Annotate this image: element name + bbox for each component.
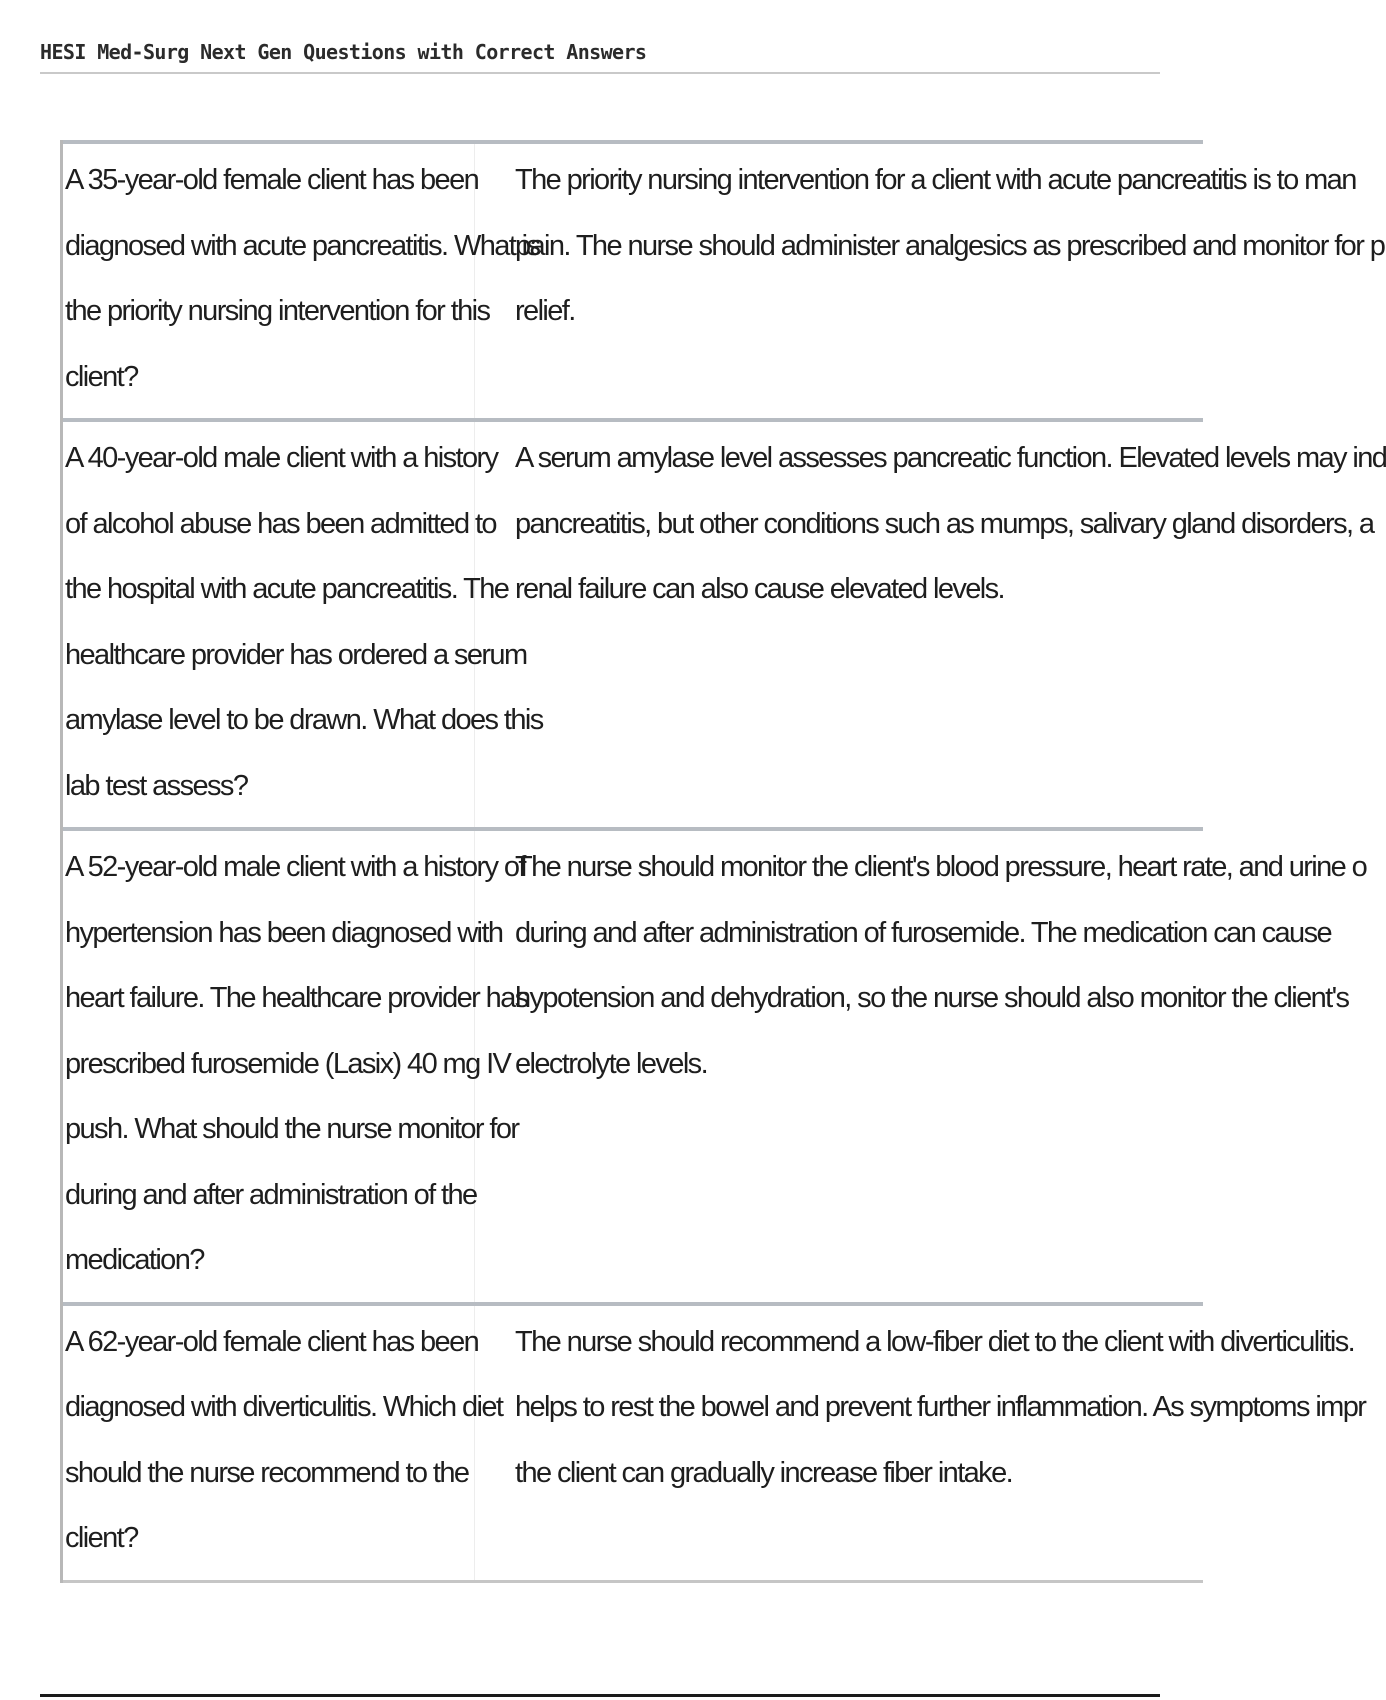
answer-line: renal failure can also cause elevated levels. bbox=[515, 573, 1004, 605]
question-cell bbox=[63, 144, 540, 418]
answer-cell bbox=[475, 831, 1366, 1302]
document-header bbox=[40, 40, 1160, 74]
answer-line: helps to rest the bowel and prevent further inflammation. As symptoms impr bbox=[515, 1391, 1366, 1423]
answer-line: The nurse should recommend a low-fiber diet to the client with diverticulitis. bbox=[515, 1325, 1355, 1358]
answer-line: A serum amylase level assesses pancreatic function. Elevated levels may ind bbox=[515, 442, 1386, 474]
question-line: prescribed furosemide (Lasix) 40 mg IV bbox=[65, 1047, 511, 1080]
question-line: A 52-year-old male client with a history of bbox=[65, 851, 525, 883]
question-cell bbox=[63, 422, 543, 827]
answer-cell bbox=[475, 422, 1386, 827]
answer-cell bbox=[475, 144, 1384, 418]
answer-line: relief. bbox=[515, 295, 575, 327]
question-line: heart failure. The healthcare provider has bbox=[65, 982, 528, 1014]
question-line: healthcare provider has ordered a serum bbox=[65, 638, 527, 671]
question-line: the priority nursing intervention for this bbox=[65, 295, 490, 327]
question-line: should the nurse recommend to the bbox=[65, 1456, 469, 1489]
question-line: A 35-year-old female client has been bbox=[65, 164, 479, 196]
answer-line: the client can gradually increase fiber intake. bbox=[515, 1456, 1013, 1489]
qa-row bbox=[63, 418, 1386, 827]
document-title: HESI Med-Surg Next Gen Questions with Correct Answers bbox=[40, 40, 647, 64]
answer-cell bbox=[475, 1306, 1365, 1580]
question-line: A 62-year-old female client has been bbox=[65, 1325, 479, 1358]
footer-rule bbox=[40, 1694, 1160, 1697]
question-line: diagnosed with acute pancreatitis. What is bbox=[65, 229, 540, 262]
question-line: medication? bbox=[65, 1244, 204, 1276]
question-cell bbox=[63, 1306, 503, 1580]
question-line: diagnosed with diverticulitis. Which diet bbox=[65, 1391, 503, 1423]
question-line: A 40-year-old male client with a history bbox=[65, 442, 498, 474]
question-line: amylase level to be drawn. What does this bbox=[65, 704, 543, 736]
question-line: hypertension has been diagnosed with bbox=[65, 916, 503, 949]
question-line: the hospital with acute pancreatitis. The bbox=[65, 573, 509, 605]
qa-row bbox=[63, 1302, 1366, 1583]
answer-line: pain. The nurse should administer analgesics as prescribed and monitor for p bbox=[515, 229, 1385, 262]
question-line: during and after administration of the bbox=[65, 1178, 477, 1211]
answer-line: The nurse should monitor the client's blood pressure, heart rate, and urine o bbox=[515, 851, 1367, 883]
answer-line: pancreatitis, but other conditions such as mumps, salivary gland disorders, a bbox=[515, 507, 1374, 540]
question-line: of alcohol abuse has been admitted to bbox=[65, 507, 496, 540]
question-cell bbox=[63, 831, 528, 1302]
answer-line: The priority nursing intervention for a client with acute pancreatitis is to man bbox=[515, 164, 1356, 196]
question-line: lab test assess? bbox=[65, 769, 248, 802]
question-line: push. What should the nurse monitor for bbox=[65, 1113, 519, 1145]
answer-line: hypotension and dehydration, so the nurse should also monitor the client's bbox=[515, 982, 1349, 1014]
question-line: client? bbox=[65, 360, 138, 393]
qa-row bbox=[63, 140, 1385, 418]
question-line: client? bbox=[65, 1522, 138, 1554]
qa-row bbox=[63, 827, 1367, 1302]
answer-line: electrolyte levels. bbox=[515, 1047, 708, 1080]
qa-table bbox=[60, 140, 1386, 1583]
answer-line: during and after administration of furosemide. The medication can cause bbox=[515, 916, 1332, 949]
